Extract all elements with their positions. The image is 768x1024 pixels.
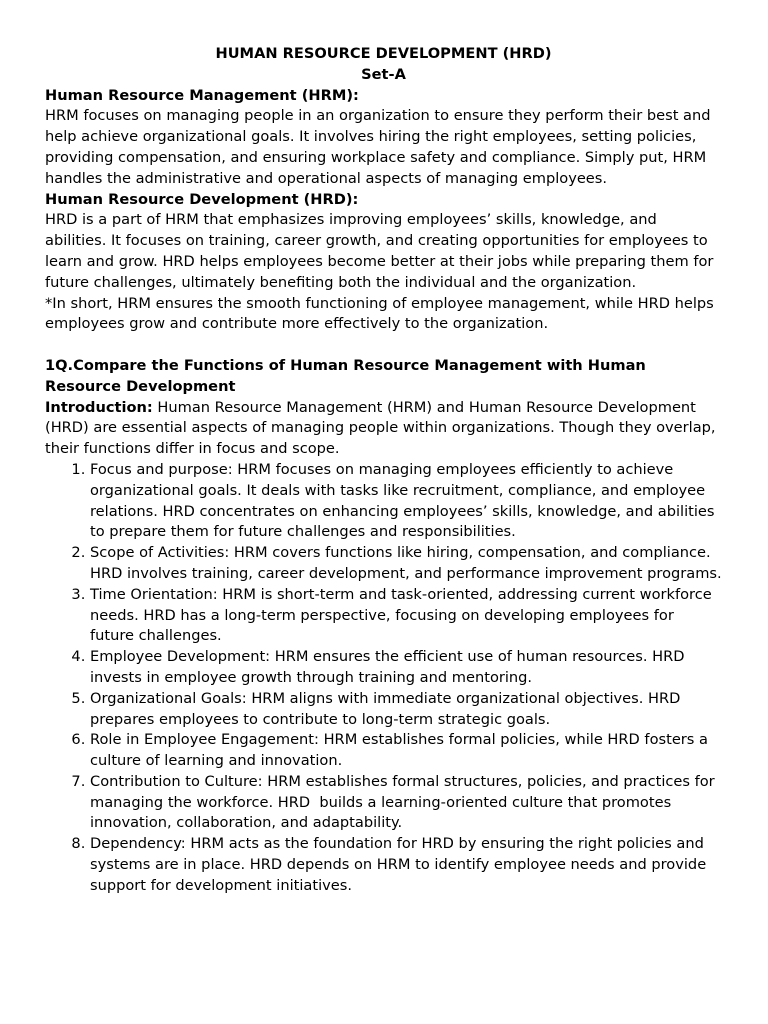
- hrd-body: HRD is a part of HRM that emphasizes improving employees’ skills, knowledge, and abilities. It focuses on training, career growth, and creating opportunities for employees to learn and grow. HRD helps employees become better at their jobs while preparing them for future challenges, ultimately benefiting both the individual and the organization.: [45, 211, 714, 291]
- blank-line: [45, 335, 722, 356]
- list-item: 1. Focus and purpose: HRM focuses on managing employees efficiently to achieve organizational goals. It deals with tasks like recruitment, compliance, and employee relations. HRD concentrates on enhancing employees’ skills, knowledge, and abilities to prepare them for future challenges and responsibilities.: [90, 460, 722, 543]
- hrd-heading: Human Resource Development (HRD):: [45, 190, 359, 208]
- introduction-label: Introduction:: [45, 398, 153, 416]
- hrm-body: HRM focuses on managing people in an organization to ensure they perform their best and help achieve organizational goals. It involves hiring the right employees, setting policies, providing compensation, and ensuring workplace safety and compliance. Simply put, HRM handles the administrative and operational aspects of managing employees.: [45, 107, 711, 187]
- list-item: 3. Time Orientation: HRM is short-term and task-oriented, addressing current workforce needs. HRD has a long-term perspective, focusing on developing employees for future challenges.: [90, 585, 722, 647]
- list-item: 8. Dependency: HRM acts as the foundation for HRD by ensuring the right policies and systems are in place. HRD depends on HRM to identify employee needs and provide support for development initiatives.: [90, 834, 722, 896]
- list-item: 5. Organizational Goals: HRM aligns with immediate organizational objectives. HRD prepares employees to contribute to long-term strategic goals.: [90, 689, 722, 731]
- introduction-text: Human Resource Management (HRM) and Human Resource Development (HRD) are essential aspects of managing people within organizations. Though they overlap, their functions differ in focus and scope.: [45, 398, 716, 458]
- list-item: 7. Contribution to Culture: HRM establishes formal structures, policies, and practices for managing the workforce. HRD builds a learning-oriented culture that promotes innovation, collaboration, and adaptability.: [90, 772, 722, 834]
- document-title: HUMAN RESOURCE DEVELOPMENT (HRD): [215, 45, 552, 62]
- list-item: 4. Employee Development: HRM ensures the efficient use of human resources. HRD invests in employee growth through training and mentoring.: [90, 647, 722, 689]
- question-heading: 1Q.Compare the Functions of Human Resource Management with Human Resource Development: [45, 356, 646, 395]
- list-item: 2. Scope of Activities: HRM covers functions like hiring, compensation, and compliance. HRD involves training, career development, and performance improvement programs.: [90, 543, 722, 585]
- summary-paragraph: *In short, HRM ensures the smooth functioning of employee management, while HRD helps employees grow and contribute more effectively to the organization.: [45, 294, 714, 333]
- hrm-heading: Human Resource Management (HRM):: [45, 86, 359, 104]
- document-subtitle: Set-A: [361, 65, 406, 83]
- introduction-paragraph: [45, 398, 722, 460]
- comparison-list: [45, 460, 722, 897]
- list-item: 6. Role in Employee Engagement: HRM establishes formal policies, while HRD fosters a culture of learning and innovation.: [90, 730, 722, 772]
